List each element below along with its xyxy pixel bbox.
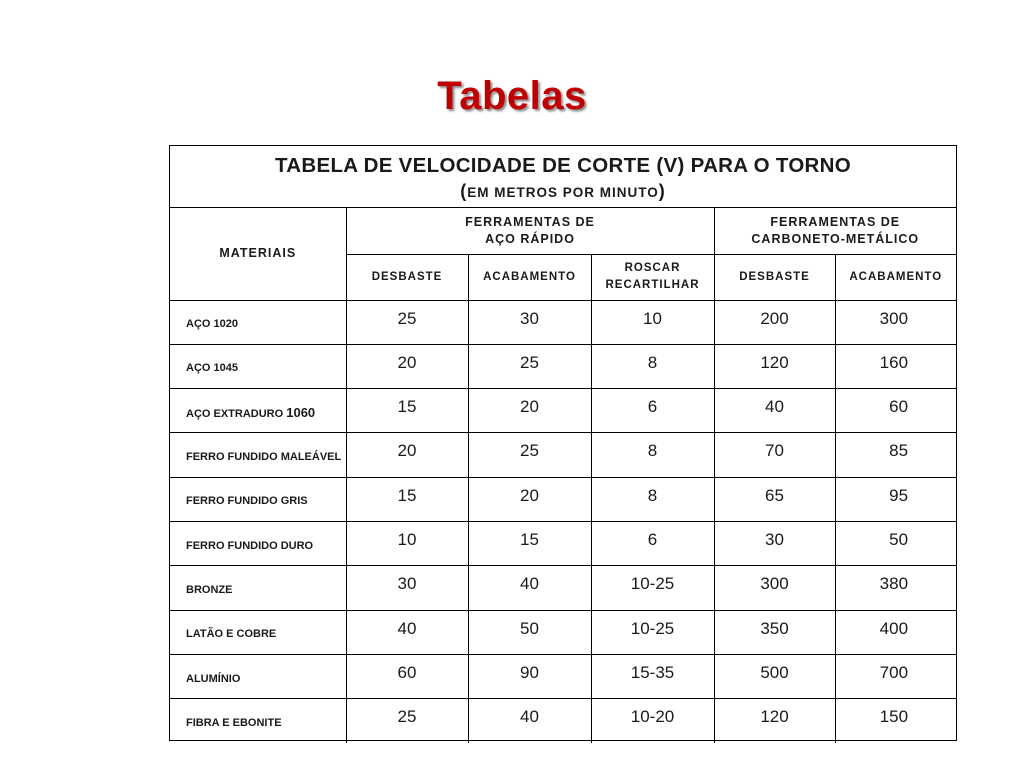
value-hss-roscar: 6 — [591, 521, 714, 565]
value-hss-acabamento: 25 — [468, 344, 591, 388]
table-row — [170, 344, 956, 388]
material-grade: 1045 — [213, 362, 238, 375]
value-hss-roscar: 10-20 — [591, 699, 714, 743]
table-row — [170, 477, 956, 521]
material-cell — [170, 699, 346, 743]
table-row — [170, 654, 956, 698]
material-name: BRONZE — [186, 583, 233, 596]
subtitle-close-paren: ) — [658, 181, 666, 201]
value-hss-desbaste: 25 — [346, 699, 468, 743]
header-col3-line1: ROSCAR — [624, 262, 681, 274]
material-cell — [170, 389, 346, 433]
value-carbide-desbaste: 200 — [714, 300, 835, 344]
header-group-high-speed-steel — [346, 208, 714, 254]
material-name: AÇO — [186, 362, 211, 375]
header-col-desbaste-2: DESBASTE — [714, 254, 835, 300]
value-carbide-acabamento: 50 — [835, 521, 956, 565]
material-cell — [170, 610, 346, 654]
material-cell — [170, 433, 346, 477]
table-caption — [170, 146, 956, 208]
material-cell — [170, 477, 346, 521]
value-hss-desbaste: 25 — [346, 300, 468, 344]
value-hss-roscar: 8 — [591, 344, 714, 388]
table-row — [170, 699, 956, 743]
subtitle-text: EM METROS POR MINUTO — [467, 185, 659, 200]
value-carbide-acabamento: 300 — [835, 300, 956, 344]
value-hss-roscar: 6 — [591, 389, 714, 433]
value-hss-desbaste: 10 — [346, 521, 468, 565]
value-hss-acabamento: 25 — [468, 433, 591, 477]
slide-title: Tabelas — [437, 74, 587, 118]
value-carbide-acabamento: 160 — [835, 344, 956, 388]
table-row — [170, 566, 956, 610]
value-hss-acabamento: 20 — [468, 389, 591, 433]
material-name: FERRO FUNDIDO MALEÁVEL — [186, 451, 342, 464]
header-col3-line2: RECARTILHAR — [605, 279, 700, 291]
value-hss-desbaste: 15 — [346, 389, 468, 433]
header-group1-line1: FERRAMENTAS DE — [465, 214, 595, 229]
table-row — [170, 389, 956, 433]
value-hss-desbaste: 30 — [346, 566, 468, 610]
header-group-carbide — [714, 208, 956, 254]
cutting-speed-table — [169, 145, 957, 741]
table-row — [170, 300, 956, 344]
value-carbide-desbaste: 120 — [714, 344, 835, 388]
material-cell — [170, 566, 346, 610]
material-name: LATÃO E COBRE — [186, 628, 277, 641]
header-group2-line1: FERRAMENTAS DE — [770, 214, 901, 229]
material-cell — [170, 521, 346, 565]
material-cell — [170, 344, 346, 388]
table-row — [170, 521, 956, 565]
value-carbide-acabamento: 150 — [835, 699, 956, 743]
material-grade: 1020 — [213, 318, 238, 331]
value-hss-acabamento: 30 — [468, 300, 591, 344]
material-name: ALUMÍNIO — [186, 672, 241, 685]
value-carbide-desbaste: 70 — [714, 433, 835, 477]
material-cell — [170, 300, 346, 344]
header-materials: MATERIAIS — [170, 208, 346, 300]
header-col-acabamento-2: ACABAMENTO — [835, 254, 956, 300]
value-hss-roscar: 10 — [591, 300, 714, 344]
table-title: TABELA DE VELOCIDADE DE CORTE (V) PARA O TORNO — [274, 154, 852, 177]
value-hss-desbaste: 20 — [346, 344, 468, 388]
material-name: AÇO — [186, 318, 211, 331]
header-group2-line2: CARBONETO-METÁLICO — [751, 231, 920, 246]
header-col-acabamento-1: ACABAMENTO — [468, 254, 591, 300]
material-cell — [170, 654, 346, 698]
value-hss-desbaste: 60 — [346, 654, 468, 698]
value-hss-desbaste: 40 — [346, 610, 468, 654]
value-carbide-desbaste: 300 — [714, 566, 835, 610]
value-carbide-acabamento: 95 — [835, 477, 956, 521]
speed-table — [170, 208, 956, 743]
table-row — [170, 610, 956, 654]
value-hss-roscar: 8 — [591, 477, 714, 521]
value-carbide-desbaste: 40 — [714, 389, 835, 433]
value-carbide-desbaste: 350 — [714, 610, 835, 654]
header-group1-line2: AÇO RÁPIDO — [485, 231, 575, 246]
value-hss-desbaste: 20 — [346, 433, 468, 477]
value-carbide-acabamento: 700 — [835, 654, 956, 698]
header-col-roscar — [591, 254, 714, 300]
material-name: AÇO EXTRADURO — [186, 408, 284, 421]
value-hss-acabamento: 90 — [468, 654, 591, 698]
value-carbide-desbaste: 65 — [714, 477, 835, 521]
value-carbide-desbaste: 120 — [714, 699, 835, 743]
subtitle-open-paren: ( — [460, 181, 468, 201]
material-grade: 1060 — [286, 405, 316, 421]
table-row — [170, 433, 956, 477]
material-name: FERRO FUNDIDO GRIS — [186, 495, 308, 508]
value-carbide-desbaste: 500 — [714, 654, 835, 698]
value-hss-roscar: 8 — [591, 433, 714, 477]
value-hss-acabamento: 40 — [468, 566, 591, 610]
table-body — [170, 300, 956, 743]
value-carbide-acabamento: 60 — [835, 389, 956, 433]
material-name: FERRO FUNDIDO DURO — [186, 539, 314, 552]
header-col-desbaste-1: DESBASTE — [346, 254, 468, 300]
table-subtitle — [170, 181, 956, 202]
value-carbide-acabamento: 85 — [835, 433, 956, 477]
value-hss-acabamento: 20 — [468, 477, 591, 521]
value-carbide-acabamento: 400 — [835, 610, 956, 654]
value-hss-desbaste: 15 — [346, 477, 468, 521]
value-hss-roscar: 10-25 — [591, 566, 714, 610]
value-hss-roscar: 10-25 — [591, 610, 714, 654]
value-carbide-acabamento: 380 — [835, 566, 956, 610]
value-carbide-desbaste: 30 — [714, 521, 835, 565]
value-hss-roscar: 15-35 — [591, 654, 714, 698]
material-name: FIBRA E EBONITE — [186, 717, 282, 730]
value-hss-acabamento: 15 — [468, 521, 591, 565]
value-hss-acabamento: 40 — [468, 699, 591, 743]
value-hss-acabamento: 50 — [468, 610, 591, 654]
